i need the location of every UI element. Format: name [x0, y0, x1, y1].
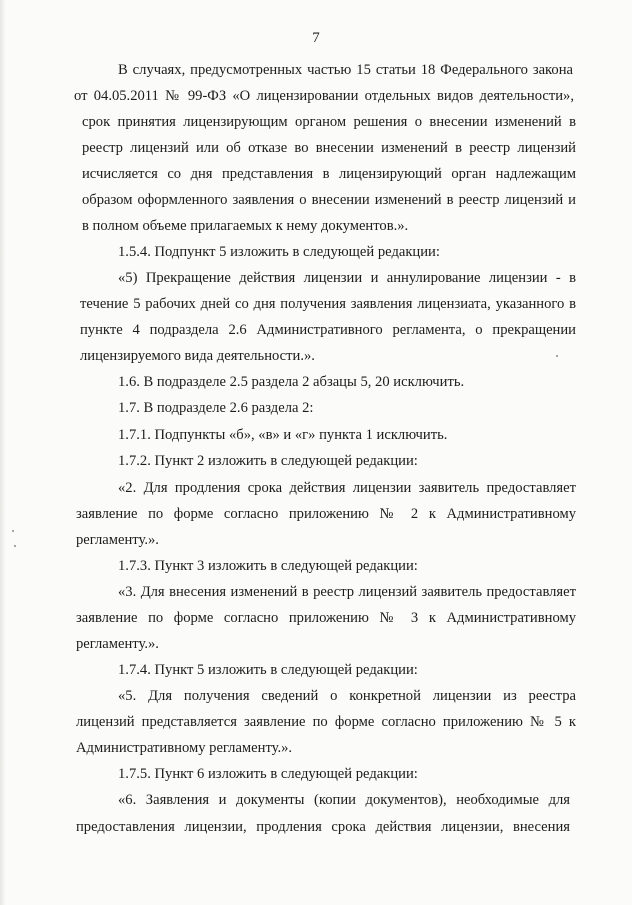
scan-edge-shadow [0, 0, 6, 905]
text-line: 1.5.4. Подпункт 5 изложить в следующей редакции: [118, 244, 440, 260]
text-line: исчисляется со дня представления в лицензирующий орган надлежащим [82, 166, 576, 182]
text-line: «3. Для внесения изменений в реестр лицензий заявитель предоставляет [118, 584, 576, 600]
scan-speck [556, 355, 558, 357]
text-line: регламенту.». [76, 532, 159, 548]
scan-speck [14, 545, 16, 547]
text-line: образом оформленного заявления о внесении изменений в реестр лицензий и [82, 192, 576, 208]
text-line: предоставления лицензии, продления срока действия лицензии, внесения [76, 819, 570, 835]
text-line: 1.7.1. Подпункты «б», «в» и «г» пункта 1 исключить. [118, 427, 448, 443]
text-line: 1.7.4. Пункт 5 изложить в следующей редакции: [118, 662, 418, 678]
text-line: В случаях, предусмотренных частью 15 статьи 18 Федерального закона [118, 62, 573, 78]
text-line: 1.7.5. Пункт 6 изложить в следующей редакции: [118, 766, 418, 782]
text-line: «5. Для получения сведений о конкретной лицензии из реестра [118, 688, 576, 704]
text-line: заявление по форме согласно приложению № 3 к Административному [76, 610, 576, 626]
text-line: регламенту.». [76, 636, 159, 652]
text-line: срок принятия лицензирующим органом решения о внесении изменений в [82, 114, 576, 130]
text-line: течение 5 рабочих дней со дня получения заявления лицензиата, указанного в [80, 296, 576, 312]
page-number: 7 [312, 30, 320, 46]
text-line: от 04.05.2011 № 99-ФЗ «О лицензировании отдельных видов деятельности», [74, 88, 574, 104]
text-line: лицензий представляется заявление по форме согласно приложению № 5 к [76, 714, 576, 730]
text-line: «5) Прекращение действия лицензии и аннулирование лицензии - в [118, 270, 576, 286]
scan-speck [12, 530, 14, 532]
text-line: «6. Заявления и документы (копии документов), необходимые для [118, 792, 570, 808]
text-line: реестр лицензий или об отказе во внесении изменений в реестр лицензий [82, 140, 576, 156]
text-line: 1.7.2. Пункт 2 изложить в следующей редакции: [118, 453, 418, 469]
text-line: лицензируемого вида деятельности.». [80, 348, 315, 364]
text-line: Административному регламенту.». [76, 740, 293, 756]
text-line: «2. Для продления срока действия лицензии заявитель предоставляет [118, 480, 576, 496]
text-line: пункте 4 подраздела 2.6 Административного регламента, о прекращении [80, 322, 576, 338]
text-line: 1.7.3. Пункт 3 изложить в следующей редакции: [118, 558, 418, 574]
text-line: 1.7. В подразделе 2.6 раздела 2: [118, 400, 314, 416]
text-line: 1.6. В подразделе 2.5 раздела 2 абзацы 5, 20 исключить. [118, 374, 465, 390]
text-line: в полном объеме прилагаемых к нему документов.». [82, 218, 409, 234]
text-line: заявление по форме согласно приложению № 2 к Административному [76, 506, 576, 522]
